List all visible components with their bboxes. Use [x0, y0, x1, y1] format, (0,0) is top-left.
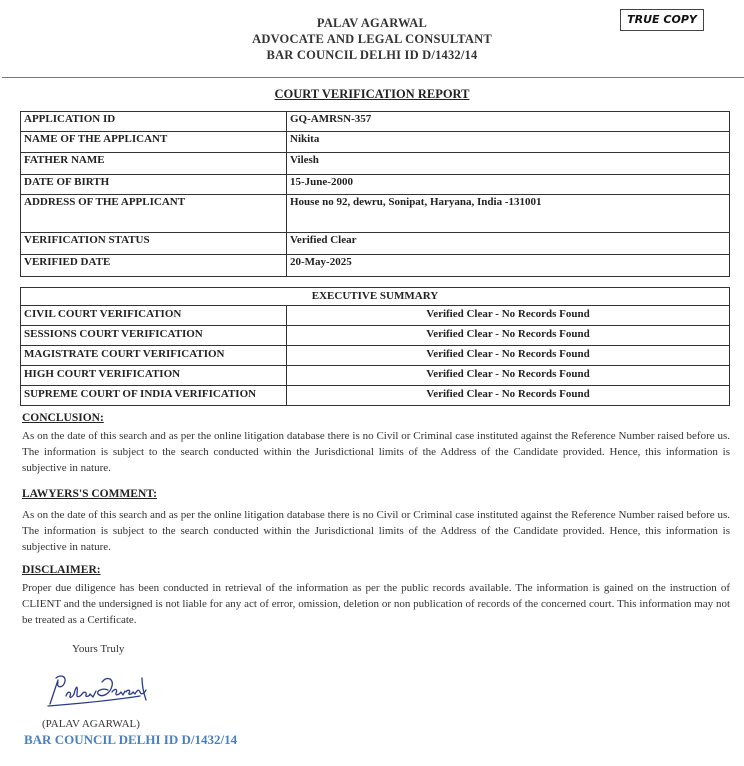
court-result: Verified Clear - No Records Found — [287, 326, 730, 346]
table-row — [21, 386, 730, 406]
table-row — [21, 255, 730, 277]
table-row — [21, 132, 730, 153]
court-label: SUPREME COURT OF INDIA VERIFICATION — [21, 386, 287, 406]
conclusion-heading: CONCLUSION: — [22, 412, 104, 424]
court-label: SESSIONS COURT VERIFICATION — [21, 326, 287, 346]
true-copy-stamp: TRUE COPY — [620, 9, 704, 31]
detail-label: ADDRESS OF THE APPLICANT — [21, 195, 287, 233]
table-row — [21, 233, 730, 255]
disclaimer-text: Proper due diligence has been conducted in retrieval of the information as per the public records available. The information is gained on the instruction of CLIENT and the undersigned is not liable for any act of error, omission, deletion or non publication of records of the concerned court. This information may not be treated as a Certificate. — [22, 582, 730, 626]
lawyers-comment-heading: LAWYERS'S COMMENT: — [22, 488, 157, 500]
executive-summary-heading: EXECUTIVE SUMMARY — [21, 288, 730, 306]
advocate-role: ADVOCATE AND LEGAL CONSULTANT — [252, 32, 492, 46]
table-row — [21, 175, 730, 195]
court-result: Verified Clear - No Records Found — [287, 306, 730, 326]
court-result: Verified Clear - No Records Found — [287, 386, 730, 406]
detail-value: Nikita — [287, 132, 730, 153]
detail-value: 20-May-2025 — [287, 255, 730, 277]
court-result: Verified Clear - No Records Found — [287, 346, 730, 366]
applicant-details-table — [20, 111, 730, 277]
detail-label: VERIFICATION STATUS — [21, 233, 287, 255]
lawyers-comment-text: As on the date of this search and as per the online litigation database there is no Civil or Criminal case instituted against the Reference Number raised before us. The information is subject to the search conducted within the Jurisdictional limits of the Address of the Candidate provided. Hence, this information is subjective in nature. — [22, 509, 730, 553]
table-header-row — [21, 288, 730, 306]
detail-label: VERIFIED DATE — [21, 255, 287, 277]
table-row — [21, 366, 730, 386]
advocate-name: PALAV AGARWAL — [316, 16, 428, 30]
executive-summary-table — [20, 287, 730, 406]
closing-text: Yours Truly — [72, 643, 125, 655]
detail-value: House no 92, dewru, Sonipat, Haryana, India -131001 — [287, 195, 730, 233]
detail-label: DATE OF BIRTH — [21, 175, 287, 195]
detail-value: GQ-AMRSN-357 — [287, 112, 730, 132]
detail-value: Vilesh — [287, 153, 730, 175]
footer-bar-id: BAR COUNCIL DELHI ID D/1432/14 — [24, 732, 238, 747]
detail-value: Verified Clear — [287, 233, 730, 255]
court-result: Verified Clear - No Records Found — [287, 366, 730, 386]
disclaimer-heading: DISCLAIMER: — [22, 564, 101, 576]
table-row — [21, 306, 730, 326]
detail-value: 15-June-2000 — [287, 175, 730, 195]
conclusion-text: As on the date of this search and as per the online litigation database there is no Civil or Criminal case instituted against the Reference Number raised before us. The information is subject to the search conducted within the Jurisdictional limits of the Address of the Candidate provided. Hence, this information is subjective in nature. — [22, 430, 730, 474]
detail-label: NAME OF THE APPLICANT — [21, 132, 287, 153]
table-row — [21, 153, 730, 175]
table-row — [21, 326, 730, 346]
signatory-name: (PALAV AGARWAL) — [42, 718, 140, 730]
court-label: CIVIL COURT VERIFICATION — [21, 306, 287, 326]
header-bar-id: BAR COUNCIL DELHI ID D/1432/14 — [266, 48, 478, 62]
report-title: COURT VERIFICATION REPORT — [274, 87, 470, 101]
court-label: HIGH COURT VERIFICATION — [21, 366, 287, 386]
table-row — [21, 195, 730, 233]
header-divider — [2, 77, 744, 78]
table-row — [21, 112, 730, 132]
court-label: MAGISTRATE COURT VERIFICATION — [21, 346, 287, 366]
detail-label: APPLICATION ID — [21, 112, 287, 132]
signature-image — [42, 664, 162, 716]
detail-label: FATHER NAME — [21, 153, 287, 175]
table-row — [21, 346, 730, 366]
